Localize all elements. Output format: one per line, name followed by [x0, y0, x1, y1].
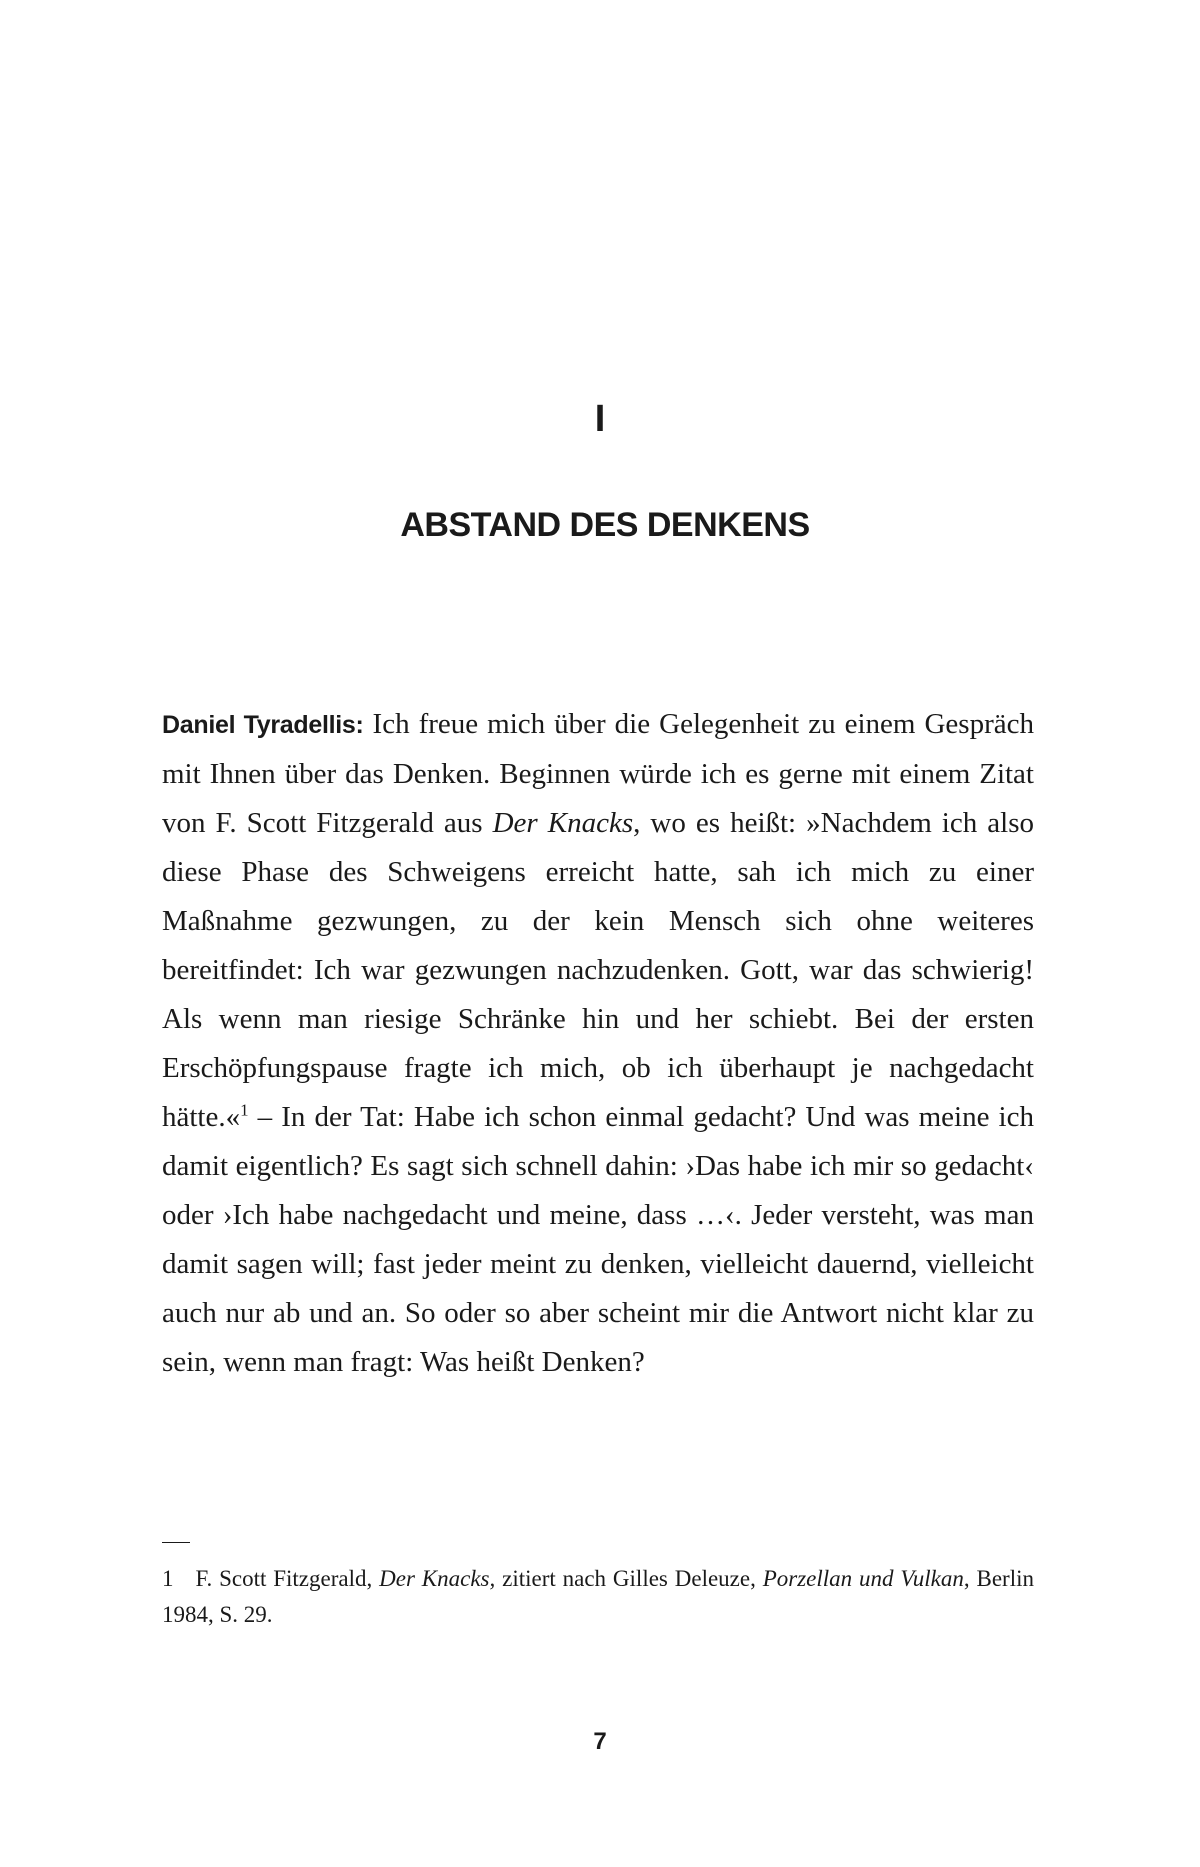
- footnote-text-part-1: F. Scott Fitzgerald,: [195, 1566, 380, 1591]
- footnote-book-title-2: Porzellan und Vulkan: [762, 1566, 964, 1591]
- body-text-part-1: Ich freue mich über die Gelegenheit zu einem Gespräch mit Ihnen über das Denken. Beginnen würde ich es gerne mit einem Zitat von F. Scott Fitzgerald aus: [162, 708, 1034, 839]
- chapter-number: I: [594, 398, 606, 440]
- chapter-title: ABSTAND DES DENKENS: [400, 506, 810, 544]
- footnote-number: 1: [162, 1566, 174, 1591]
- footnote-book-title-1: Der Knacks,: [379, 1566, 496, 1591]
- body-text-part-2: , wo es heißt: »Nachdem ich also diese Phase des Schweigens erreicht hatte, sah ich mich zu einer Maßnahme gezwungen, zu der kein Mensch sich ohne weiteres bereitfindet: Ich war gezwungen nachzudenken. Gott, war das schwierig! Als wenn man riesige Schränke hin und her schiebt. Bei der ersten Erschöpfungspause fragte ich mich, ob ich überhaupt je nachgedacht hätte.«: [162, 807, 1034, 1133]
- body-paragraph: [162, 700, 1034, 1387]
- footnote-text-part-3: , Berlin 1984, S. 29.: [162, 1566, 1034, 1627]
- footnote-reference[interactable]: 1: [240, 1100, 249, 1120]
- body-text-part-3: – In der Tat: Habe ich schon einmal gedacht? Und was meine ich damit eigentlich? Es sagt sich schnell dahin: ›Das habe ich mir so gedacht‹ oder ›Ich habe nachgedacht und meine, dass …‹. Jeder versteht, was man damit sagen will; fast jeder meint zu denken, vielleicht dauernd, vielleicht auch nur ab und an. So oder so aber scheint mir die Antwort nicht klar zu sein, wenn man fragt: Was heißt Denken?: [162, 1101, 1034, 1378]
- page-number: 7: [593, 1728, 607, 1755]
- speaker-name: Daniel Tyradellis:: [162, 711, 364, 739]
- body-book-title: Der Knacks: [492, 807, 634, 839]
- footnote-divider: [162, 1542, 190, 1543]
- footnote: [162, 1561, 1034, 1633]
- footnote-text-part-2: zitiert nach Gilles Deleuze,: [495, 1566, 763, 1591]
